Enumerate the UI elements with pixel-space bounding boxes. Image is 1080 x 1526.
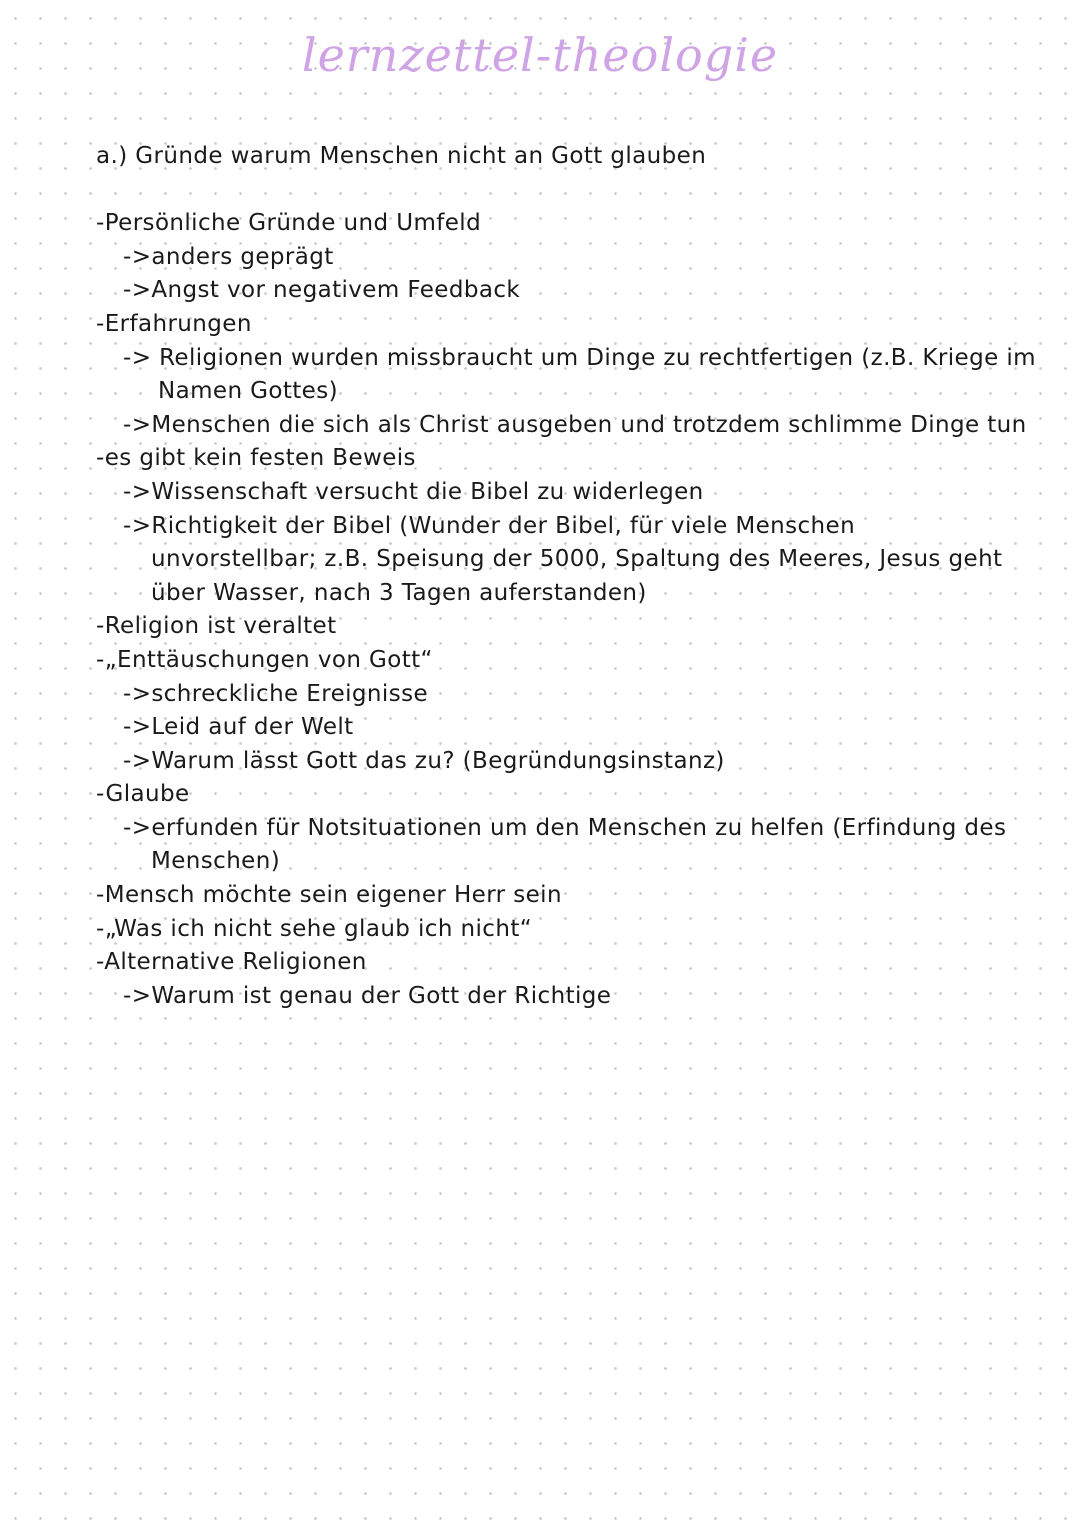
note-lines [96, 207, 1046, 1013]
sub-bullet-line: ->Menschen die sich als Christ ausgeben und trotzdem schlimme Dinge tun [123, 411, 1027, 438]
bullet-line: -Erfahrungen [96, 310, 252, 337]
bullet-line: -Glaube [96, 781, 190, 808]
sub-bullet-line: ->anders geprägt [123, 243, 334, 270]
sub-bullet-line: ->Leid auf der Welt [123, 714, 354, 741]
sub-bullet-line: ->erfunden für Notsituationen um den Menschen zu helfen (Erfindung des [123, 814, 1007, 841]
sub-bullet-line: ->Warum ist genau der Gott der Richtige [123, 982, 612, 1009]
bullet-line: -Persönliche Gründe und Umfeld [96, 210, 482, 237]
bullet-line: -Mensch möchte sein eigener Herr sein [96, 882, 562, 909]
bullet-line: -„Enttäuschungen von Gott“ [96, 646, 433, 673]
sub-bullet-line: ->Angst vor negativem Feedback [123, 277, 521, 304]
continuation-line: unvorstellbar; z.B. Speisung der 5000, Spaltung des Meeres, Jesus geht [151, 546, 1003, 573]
sub-bullet-line: ->Wissenschaft versucht die Bibel zu widerlegen [123, 478, 704, 505]
continuation-line: Namen Gottes) [158, 378, 338, 405]
bullet-line: -Alternative Religionen [96, 949, 367, 976]
sub-bullet-line: ->Richtigkeit der Bibel (Wunder der Bibel, für viele Menschen [123, 512, 856, 539]
note-content [96, 140, 1046, 1013]
section-heading: a.) Gründe warum Menschen nicht an Gott glauben [96, 143, 707, 169]
sub-bullet-line: ->schreckliche Ereignisse [123, 680, 429, 707]
bullet-line: -„Was ich nicht sehe glaub ich nicht“ [96, 915, 533, 942]
continuation-line: Menschen) [151, 848, 281, 875]
sub-bullet-line: -> Religionen wurden missbraucht um Dinge zu rechtfertigen (z.B. Kriege im [123, 344, 1036, 371]
sub-bullet-line: ->Warum lässt Gott das zu? (Begründungsinstanz) [123, 747, 725, 774]
bullet-line: -Religion ist veraltet [96, 613, 337, 640]
bullet-line: -es gibt kein festen Beweis [96, 445, 416, 472]
continuation-line: über Wasser, nach 3 Tagen auferstanden) [151, 579, 647, 606]
page-title: lernzettel-theologie [301, 28, 779, 82]
